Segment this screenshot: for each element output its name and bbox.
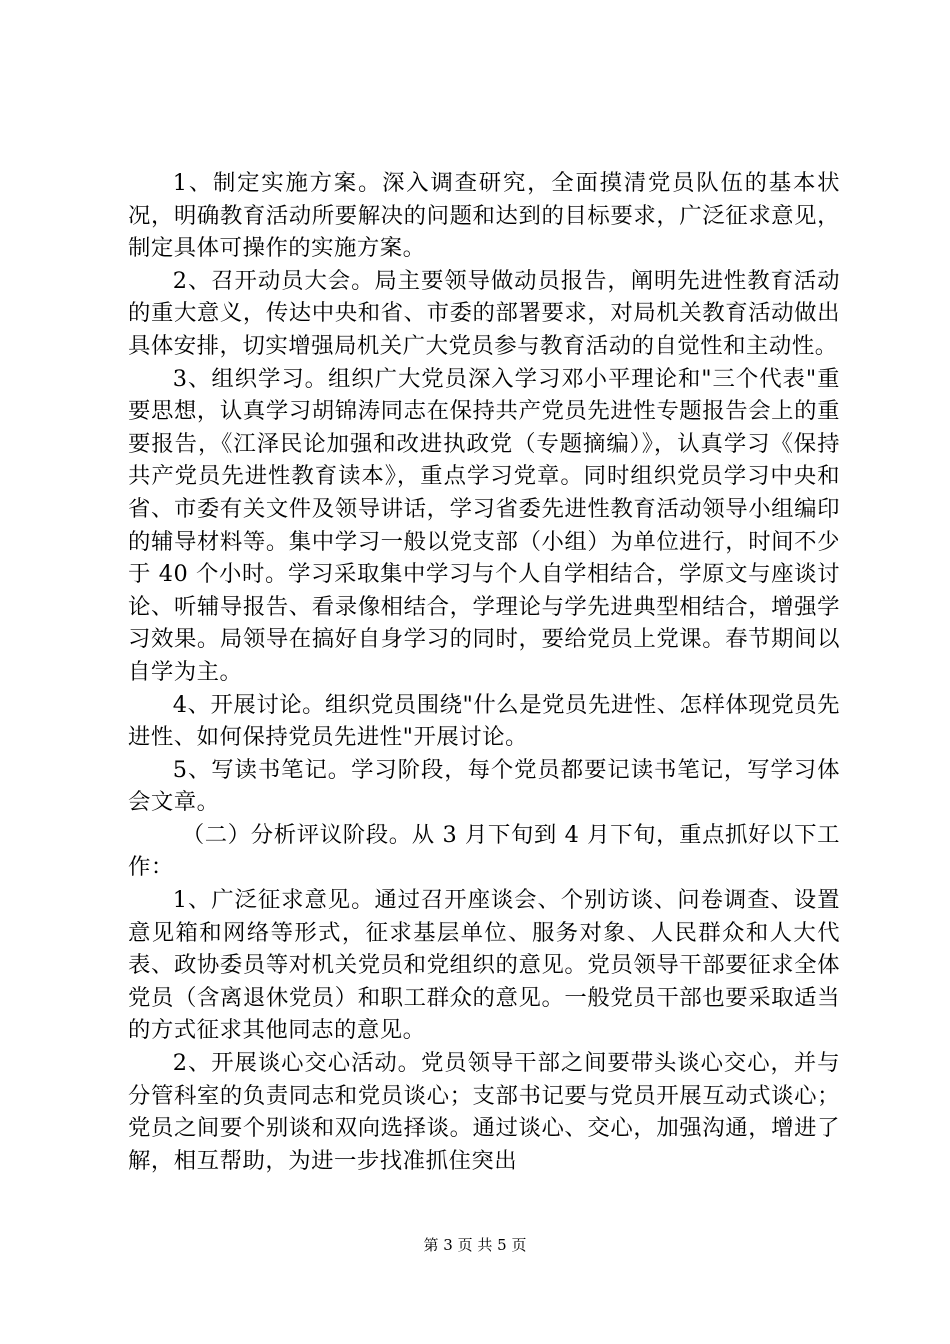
section-heading: （二）分析评议阶段。从 3 月下旬到 4 月下旬，重点抓好以下工作： bbox=[128, 821, 840, 881]
page-footer: 第 3 页 共 5 页 bbox=[423, 1236, 527, 1254]
paragraph: 4、开展讨论。组织党员围绕"什么是党员先进性、怎样体现党员先进性、如何保持党员先进性"开展讨论。 bbox=[128, 691, 840, 751]
paragraph: 1、广泛征求意见。通过召开座谈会、个别访谈、问卷调查、设置意见箱和网络等形式，征求基层单位、服务对象、人民群众和人大代表、政协委员等对机关党员和党组织的意见。党员领导干部要征求全体党员（含离退休党员）和职工群众的意见。一般党员干部也要采取适当的方式征求其他同志的意见。 bbox=[128, 887, 840, 1044]
paragraph: 2、召开动员大会。局主要领导做动员报告，阐明先进性教育活动的重大意义，传达中央和省、市委的部署要求，对局机关教育活动做出具体安排，切实增强局机关广大党员参与教育活动的自觉性和主动性。 bbox=[128, 267, 840, 359]
paragraph: 1、制定实施方案。深入调查研究，全面摸清党员队伍的基本状况，明确教育活动所要解决的问题和达到的目标要求，广泛征求意见，制定具体可操作的实施方案。 bbox=[128, 170, 840, 262]
document-body bbox=[128, 167, 840, 1177]
paragraph: 2、开展谈心交心活动。党员领导干部之间要带头谈心交心，并与分管科室的负责同志和党员谈心；支部书记要与党员开展互动式谈心；党员之间要个别谈和双向选择谈。通过谈心、交心，加强沟通，增进了解，相互帮助，为进一步找准抓住突出 bbox=[128, 1050, 840, 1174]
paragraph: 5、写读书笔记。学习阶段，每个党员都要记读书笔记，写学习体会文章。 bbox=[128, 756, 840, 816]
paragraph: 3、组织学习。组织广大党员深入学习邓小平理论和"三个代表"重要思想，认真学习胡锦涛同志在保持共产党员先进性专题报告会上的重要报告，《江泽民论加强和改进执政党（专题摘编）》，认真学习《保持共产党员先进性教育读本》，重点学习党章。同时组织党员学习中央和省、市委有关文件及领导讲话，学习省委先进性教育活动领导小组编印的辅导材料等。集中学习一般以党支部（小组）为单位进行，时间不少于 40 个小时。学习采取集中学习与个人自学相结合，学原文与座谈讨论、听辅导报告、看录像相结合，学理论与学先进典型相结合，增强学习效果。局领导在搞好自身学习的同时，要给党员上党课。春节期间以自学为主。 bbox=[128, 365, 840, 685]
